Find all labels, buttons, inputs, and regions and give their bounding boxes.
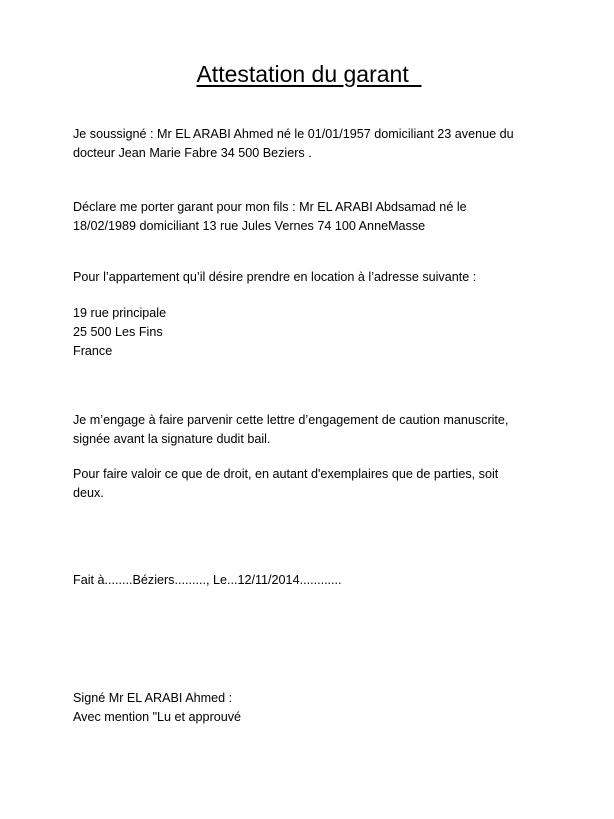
guarantee-paragraph [73, 198, 553, 236]
declarant-line-1: Je soussigné : Mr EL ARABI Ahmed né le 01/01/1957 domiciliant 23 avenue du [73, 127, 514, 141]
signature-line-2: Avec mention "Lu et approuvé [73, 710, 242, 724]
place-date-text: Fait à........Béziers........., Le...12/11/2014............ [73, 573, 342, 587]
legal-line-1: Pour faire valoir ce que de droit, en autant d'exemplaires que de parties, soit [73, 467, 499, 481]
address-block [73, 304, 553, 361]
document-title [0, 60, 614, 88]
legal-paragraph [73, 465, 553, 503]
document-title-text: Attestation du garant [196, 61, 422, 87]
address-country: France [73, 344, 113, 358]
legal-line-2: deux. [73, 486, 104, 500]
commitment-line-2: signée avant la signature dudit bail. [73, 432, 271, 446]
signature-line-1: Signé Mr EL ARABI Ahmed : [73, 691, 233, 705]
declarant-paragraph [73, 125, 553, 163]
place-date-line [73, 571, 553, 590]
signature-block [73, 689, 553, 727]
declarant-line-2: docteur Jean Marie Fabre 34 500 Beziers . [73, 146, 312, 160]
guarantee-line-1: Déclare me porter garant pour mon fils : Mr EL ARABI Abdsamad né le [73, 200, 467, 214]
address-city: 25 500 Les Fins [73, 325, 163, 339]
guarantee-line-2: 18/02/1989 domiciliant 13 rue Jules Vernes 74 100 AnneMasse [73, 219, 426, 233]
apartment-line: Pour l’appartement qu’il désire prendre en location à l’adresse suivante : [73, 270, 477, 284]
apartment-paragraph [73, 268, 553, 287]
address-street: 19 rue principale [73, 306, 167, 320]
commitment-line-1: Je m’engage à faire parvenir cette lettre d’engagement de caution manuscrite, [73, 413, 509, 427]
commitment-paragraph [73, 411, 553, 449]
